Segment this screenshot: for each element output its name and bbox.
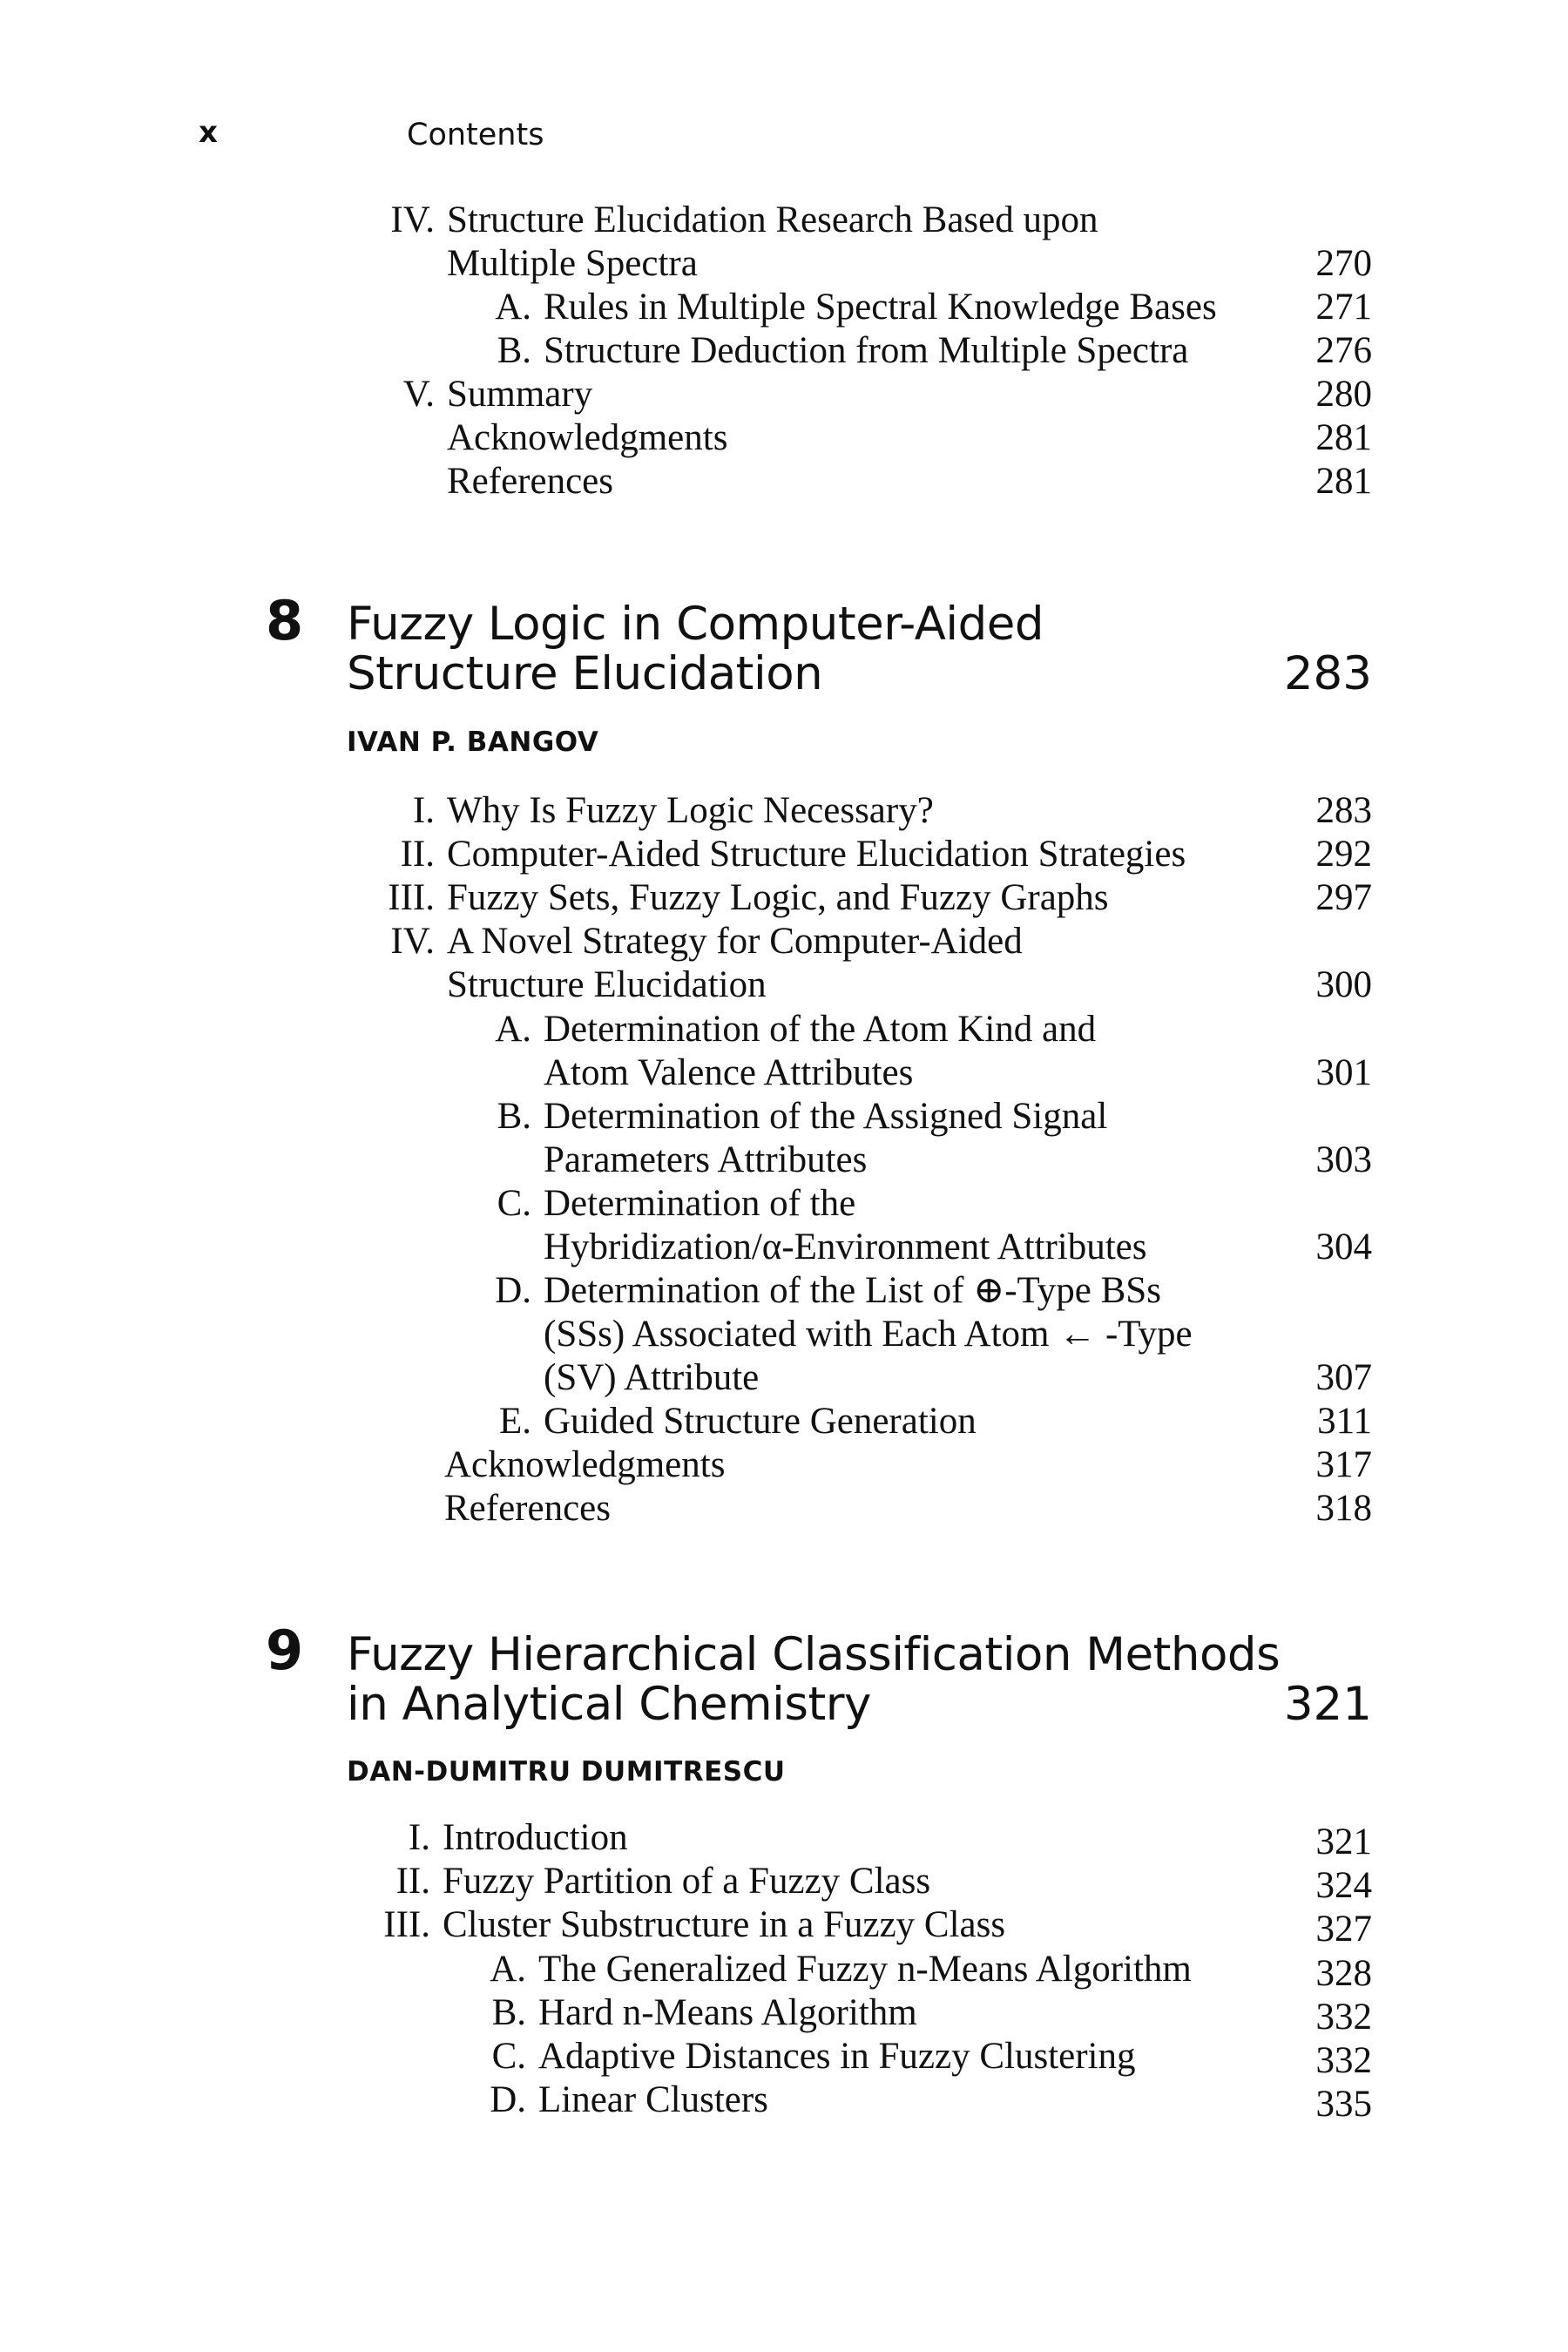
toc-page-number: 318: [1315, 1488, 1372, 1529]
toc-entry: Multiple Spectra: [447, 243, 698, 284]
toc-entry: II. Computer-Aided Structure Elucidation Strategies: [400, 834, 1186, 875]
toc-page-number: 276: [1315, 330, 1372, 371]
toc-entry: Hybridization/α-Environment Attributes: [544, 1227, 1147, 1267]
toc-entry: V. Summary: [402, 374, 593, 415]
running-head: Contents: [407, 118, 544, 152]
toc-page-number: 270: [1315, 243, 1372, 284]
toc-entry: B. Structure Deduction from Multiple Spectra: [497, 330, 1189, 371]
toc-page-number: 328: [1315, 1953, 1372, 1994]
toc-page-number: 281: [1315, 461, 1372, 502]
toc-page-number: 292: [1315, 834, 1372, 875]
toc-page-number: 321: [1315, 1821, 1372, 1862]
chapter-number: 8: [266, 589, 304, 652]
toc-entry: C. Adaptive Distances in Fuzzy Clustering: [491, 2036, 1136, 2077]
toc-entry: Acknowledgments: [444, 1444, 726, 1485]
toc-entry: A. Rules in Multiple Spectral Knowledge Bases: [495, 287, 1217, 328]
toc-page-number: 332: [1315, 2040, 1372, 2081]
toc-page-number: 304: [1315, 1227, 1372, 1267]
chapter-page-number: 321: [1283, 1678, 1372, 1731]
toc-entry: Acknowledgments: [447, 417, 728, 458]
toc-entry: B. Determination of the Assigned Signal: [497, 1096, 1108, 1137]
toc-entry: D. Linear Clusters: [490, 2079, 768, 2120]
toc-entry: IV. A Novel Strategy for Computer-Aided: [390, 921, 1023, 962]
toc-page-number: 281: [1315, 417, 1372, 458]
chapter-author: IVAN P. BANGOV: [347, 727, 599, 758]
toc-entry: I. Introduction: [408, 1817, 628, 1858]
toc-page-number: 317: [1315, 1444, 1372, 1485]
toc-entry: II. Fuzzy Partition of a Fuzzy Class: [395, 1861, 931, 1902]
toc-page-number: 297: [1315, 877, 1372, 918]
toc-entry: B. Hard n-Means Algorithm: [491, 1992, 917, 2033]
toc-entry: III. Cluster Substructure in a Fuzzy Class: [383, 1904, 1006, 1945]
toc-entry: A. The Generalized Fuzzy n-Means Algorithm: [490, 1949, 1192, 1990]
toc-entry: Atom Valence Attributes: [544, 1052, 914, 1093]
toc-entry: C. Determination of the: [497, 1183, 856, 1224]
toc-entry: D. Determination of the List of ⊕-Type BSs: [495, 1270, 1161, 1311]
chapter-author: DAN-DUMITRU DUMITRESCU: [347, 1756, 786, 1788]
toc-page-number: 335: [1315, 2084, 1372, 2125]
toc-entry: Structure Elucidation: [447, 964, 767, 1005]
chapter-page-number: 283: [1283, 647, 1372, 700]
toc-page-number: 307: [1315, 1357, 1372, 1398]
toc-entry: References: [444, 1488, 611, 1529]
chapter-number: 9: [266, 1619, 304, 1682]
toc-entry: E. Guided Structure Generation: [498, 1401, 977, 1442]
toc-entry: References: [447, 461, 613, 502]
toc-entry: Parameters Attributes: [544, 1139, 868, 1180]
toc-entry: III. Fuzzy Sets, Fuzzy Logic, and Fuzzy Graphs: [388, 877, 1109, 918]
toc-page-number: 271: [1315, 287, 1372, 328]
toc-entry: IV. Structure Elucidation Research Based upon: [390, 199, 1098, 240]
toc-page-number: 311: [1317, 1401, 1372, 1442]
toc-page-number: 300: [1315, 964, 1372, 1005]
toc-page-number: 303: [1315, 1139, 1372, 1180]
toc-entry: (SV) Attribute: [544, 1357, 760, 1398]
chapter-title-line: Fuzzy Hierarchical Classification Methods: [347, 1628, 1281, 1681]
toc-page-number: 332: [1315, 1997, 1372, 2038]
toc-page-number: 327: [1315, 1909, 1372, 1950]
toc-page-number: 280: [1315, 374, 1372, 415]
toc-entry: A. Determination of the Atom Kind and: [495, 1009, 1097, 1050]
chapter-title-line: Structure Elucidation: [347, 647, 823, 700]
toc-page-number: 283: [1315, 790, 1372, 831]
toc-entry: I. Why Is Fuzzy Logic Necessary?: [412, 790, 934, 831]
chapter-title-line: Fuzzy Logic in Computer-Aided: [347, 598, 1044, 651]
toc-page-number: 301: [1315, 1052, 1372, 1093]
toc-entry: (SSs) Associated with Each Atom ← -Type: [544, 1314, 1193, 1355]
page-number-letter: x: [199, 115, 218, 150]
chapter-title-line: in Analytical Chemistry: [347, 1678, 871, 1731]
toc-page-number: 324: [1315, 1865, 1372, 1906]
